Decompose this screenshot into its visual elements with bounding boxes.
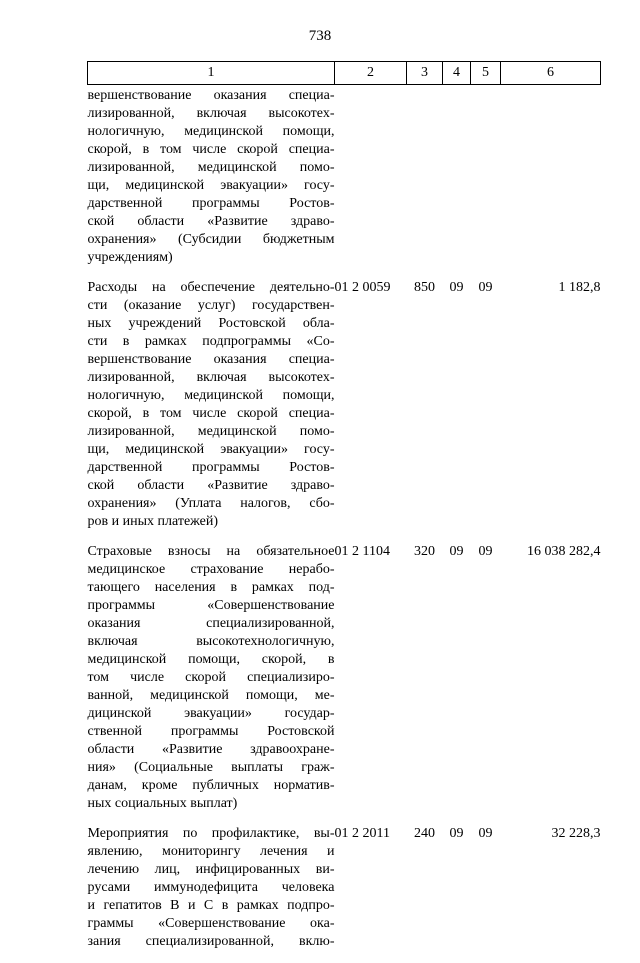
header-cell-description: 1 bbox=[88, 62, 335, 85]
description-line: сти (оказание услуг) государствен- bbox=[88, 297, 335, 315]
description-line: ской области «Развитие здраво- bbox=[88, 213, 335, 231]
description-line: скорой, в том числе скорой специа- bbox=[88, 405, 335, 423]
description-line: тающего населения в рамках под- bbox=[88, 579, 335, 597]
description-line: щи, медицинской эвакуации» госу- bbox=[88, 441, 335, 459]
row-subsection: 09 bbox=[471, 279, 501, 543]
description-line: ных учреждений Ростовской обла- bbox=[88, 315, 335, 333]
row-expense-type: 240 bbox=[407, 825, 443, 963]
row-expense-type bbox=[407, 85, 443, 280]
row-subsection bbox=[471, 85, 501, 280]
description-line: Страховые взносы на обязательное bbox=[88, 543, 335, 561]
description-line: нологичную, медицинской помощи, bbox=[88, 387, 335, 405]
description-line: лечению лиц, инфицированных ви- bbox=[88, 861, 335, 879]
description-line: граммы «Совершенствование ока- bbox=[88, 915, 335, 933]
row-expense-type: 320 bbox=[407, 543, 443, 825]
description-line: вершенствование оказания специа- bbox=[88, 87, 335, 105]
budget-table bbox=[87, 61, 601, 963]
table-row bbox=[88, 543, 601, 825]
description-line: включая высокотехнологичную, bbox=[88, 633, 335, 651]
description-line: щи, медицинской эвакуации» госу- bbox=[88, 177, 335, 195]
row-section bbox=[443, 85, 471, 280]
row-description bbox=[88, 279, 335, 543]
description-line: ния» (Социальные выплаты граж- bbox=[88, 759, 335, 777]
description-line: дицинской эвакуации» государ- bbox=[88, 705, 335, 723]
row-amount: 1 182,8 bbox=[501, 279, 601, 543]
description-line: лизированной, медицинской помо- bbox=[88, 159, 335, 177]
description-line: охранения» (Уплата налогов, сбо- bbox=[88, 495, 335, 513]
row-amount: 16 038 282,4 bbox=[501, 543, 601, 825]
description-line: и гепатитов B и C в рамках подпро- bbox=[88, 897, 335, 915]
description-line: оказания специализированной, bbox=[88, 615, 335, 633]
header-cell-expense-type: 3 bbox=[407, 62, 443, 85]
row-description bbox=[88, 825, 335, 963]
table-row bbox=[88, 85, 601, 280]
row-section: 09 bbox=[443, 279, 471, 543]
row-target-article-code: 01 2 1104 bbox=[335, 543, 407, 825]
description-line: Мероприятия по профилактике, вы- bbox=[88, 825, 335, 843]
row-expense-type: 850 bbox=[407, 279, 443, 543]
row-amount: 32 228,3 bbox=[501, 825, 601, 963]
description-line: медицинское страхование нерабо- bbox=[88, 561, 335, 579]
row-description bbox=[88, 85, 335, 280]
header-cell-subsection: 5 bbox=[471, 62, 501, 85]
row-target-article-code: 01 2 2011 bbox=[335, 825, 407, 963]
description-line: программы «Совершенствование bbox=[88, 597, 335, 615]
description-line: ных социальных выплат) bbox=[88, 795, 335, 813]
row-target-article-code bbox=[335, 85, 407, 280]
description-line: учреждениям) bbox=[88, 249, 335, 267]
row-subsection: 09 bbox=[471, 543, 501, 825]
row-amount bbox=[501, 85, 601, 280]
table-row bbox=[88, 825, 601, 963]
description-line: зания специализированной, вклю- bbox=[88, 933, 335, 951]
description-line: данам, кроме публичных норматив- bbox=[88, 777, 335, 795]
page-number: 738 bbox=[0, 28, 640, 45]
header-cell-code: 2 bbox=[335, 62, 407, 85]
description-line: области «Развитие здравоохране- bbox=[88, 741, 335, 759]
description-line: дарственной программы Ростов- bbox=[88, 459, 335, 477]
row-section: 09 bbox=[443, 825, 471, 963]
header-cell-amount: 6 bbox=[501, 62, 601, 85]
row-subsection: 09 bbox=[471, 825, 501, 963]
header-row bbox=[88, 62, 601, 85]
description-line: русами иммунодефицита человека bbox=[88, 879, 335, 897]
description-line: лизированной, включая высокотех- bbox=[88, 105, 335, 123]
row-description bbox=[88, 543, 335, 825]
description-line: Расходы на обеспечение деятельно- bbox=[88, 279, 335, 297]
table-body bbox=[88, 85, 601, 963]
description-line: ственной программы Ростовской bbox=[88, 723, 335, 741]
description-line: том числе скорой специализиро- bbox=[88, 669, 335, 687]
description-line: охранения» (Субсидии бюджетным bbox=[88, 231, 335, 249]
description-line: ской области «Развитие здраво- bbox=[88, 477, 335, 495]
header-cell-section: 4 bbox=[443, 62, 471, 85]
description-line: медицинской помощи, скорой, в bbox=[88, 651, 335, 669]
description-line: ванной, медицинской помощи, ме- bbox=[88, 687, 335, 705]
description-line: лизированной, включая высокотех- bbox=[88, 369, 335, 387]
row-target-article-code: 01 2 0059 bbox=[335, 279, 407, 543]
description-line: сти в рамках подпрограммы «Со- bbox=[88, 333, 335, 351]
row-section: 09 bbox=[443, 543, 471, 825]
description-line: скорой, в том числе скорой специа- bbox=[88, 141, 335, 159]
description-line: дарственной программы Ростов- bbox=[88, 195, 335, 213]
table-row bbox=[88, 279, 601, 543]
description-line: нологичную, медицинской помощи, bbox=[88, 123, 335, 141]
description-line: лизированной, медицинской помо- bbox=[88, 423, 335, 441]
description-line: ров и иных платежей) bbox=[88, 513, 335, 531]
description-line: вершенствование оказания специа- bbox=[88, 351, 335, 369]
description-line: явлению, мониторингу лечения и bbox=[88, 843, 335, 861]
